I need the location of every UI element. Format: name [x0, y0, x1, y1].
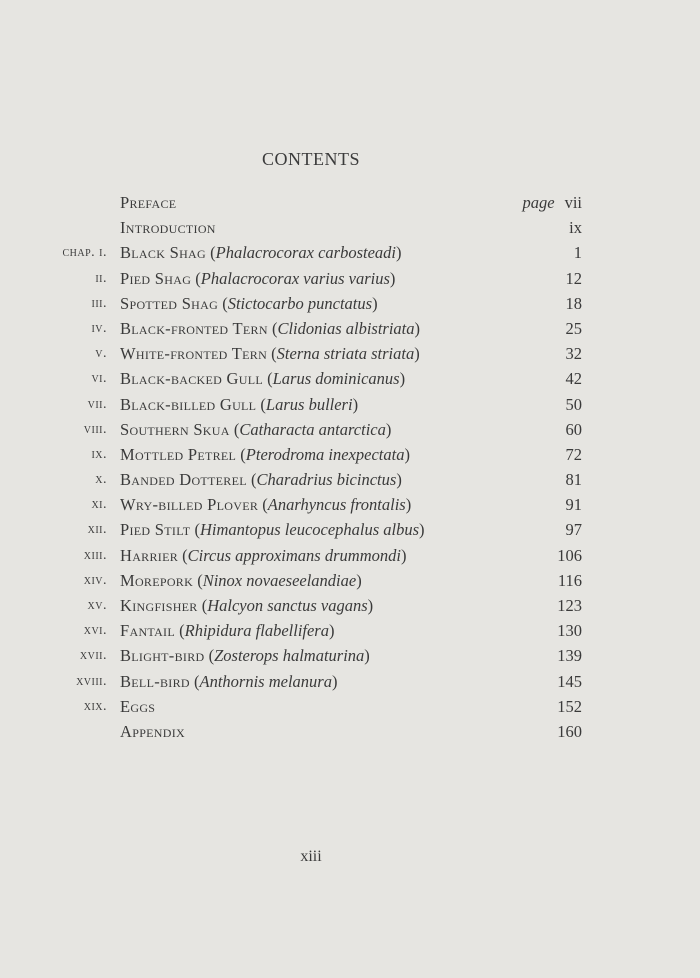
- bird-name: Black-backed Gull: [120, 369, 263, 389]
- bird-name: Mottled Petrel: [120, 444, 237, 464]
- entry-title: [120, 192, 176, 214]
- page-title: CONTENTS: [262, 149, 360, 169]
- bird-name: Banded Dotterel: [120, 470, 247, 490]
- entry-title: Black Shag (Phalacrocorax carbosteadi): [120, 243, 402, 263]
- toc-row: [0, 469, 700, 494]
- toc-row: [0, 293, 700, 318]
- latin-name: Circus approximans drummondi: [187, 545, 401, 565]
- entry-title: Black-fronted Tern (Clidonias albistriata): [120, 318, 421, 338]
- page-number-ref: 145: [557, 671, 582, 691]
- entry-title: Wry-billed Plover (Anarhyncus frontalis): [120, 495, 412, 515]
- bird-name: Eggs: [120, 696, 156, 716]
- latin-name: Pterodroma inexpectata: [245, 444, 405, 464]
- latin-name: Clidonias albistriata: [277, 318, 415, 338]
- latin-name: Stictocarbo punctatus: [227, 293, 373, 313]
- toc-row: [0, 545, 700, 570]
- page-ref: [557, 545, 582, 567]
- latin-name: Himantopus leucocephalus albus: [199, 520, 420, 540]
- page-number-ref: 42: [565, 369, 582, 389]
- chapter-number: vii.: [87, 396, 107, 412]
- toc-row: [0, 519, 700, 544]
- entry-title: White-fronted Tern (Sterna striata striata): [120, 344, 420, 364]
- page-ref: [566, 368, 583, 390]
- latin-name: Sterna striata striata: [276, 344, 415, 364]
- chapter-number: xvi.: [83, 623, 107, 639]
- toc-row: [0, 570, 700, 595]
- chapter-number: iii.: [91, 295, 107, 311]
- page-ref: [566, 394, 583, 416]
- page-ref: [558, 570, 582, 592]
- entry-title: Blight-bird (Zosterops halmaturina): [120, 646, 370, 666]
- entry-title: [120, 217, 216, 239]
- entry-title: Black-billed Gull (Larus bulleri): [120, 394, 359, 414]
- toc-row: [0, 645, 700, 670]
- chapter-number: xix.: [83, 698, 107, 714]
- latin-name: Zosterops halmaturina: [214, 646, 365, 666]
- chapter-number: chap. i.: [62, 245, 107, 261]
- latin-name: Larus bulleri: [265, 394, 353, 414]
- entry-title: [120, 696, 155, 718]
- page-ref: [557, 671, 582, 693]
- entry-title: Harrier (Circus approximans drummondi): [120, 545, 407, 565]
- chapter-number: iv.: [91, 320, 107, 336]
- bird-name: Black-fronted Tern: [120, 318, 268, 338]
- page-number-ref: ix: [569, 218, 582, 238]
- chapter-number: ii.: [95, 270, 107, 286]
- page-ref: [566, 268, 583, 290]
- chapter-number: xii.: [87, 522, 107, 538]
- toc-row: [0, 394, 700, 419]
- latin-name: Catharacta antarctica: [239, 419, 386, 439]
- page-ref: [557, 721, 582, 743]
- bird-name: Introduction: [120, 218, 216, 238]
- page-ref: [566, 444, 583, 466]
- bird-name: Preface: [120, 193, 177, 212]
- chapter-number: xv.: [87, 598, 107, 613]
- page-ref: [574, 242, 582, 264]
- page-ref: [566, 519, 583, 541]
- toc-row: [0, 368, 700, 393]
- bird-name: Black-billed Gull: [120, 394, 257, 414]
- latin-name: Ninox novaeseelandiae: [202, 570, 357, 590]
- toc-row: [0, 494, 700, 519]
- entry-title: Pied Shag (Phalacrocorax varius varius): [120, 268, 396, 288]
- chapter-number: viii.: [83, 421, 107, 437]
- bird-name: Fantail: [120, 621, 175, 641]
- page-ref: [566, 494, 583, 516]
- latin-name: Anarhyncus frontalis: [267, 495, 406, 515]
- page-ref: [566, 318, 583, 340]
- chapter-number: ix.: [91, 446, 107, 462]
- toc-row: [0, 444, 700, 469]
- toc-row: [0, 192, 700, 217]
- page-number-ref: 18: [565, 293, 582, 313]
- entry-title: Bell-bird (Anthornis melanura): [120, 671, 338, 691]
- page-number-ref: 130: [557, 621, 582, 641]
- toc-row: [0, 671, 700, 696]
- page-number-ref: 152: [557, 696, 582, 716]
- bird-name: Pied Stilt: [120, 520, 191, 540]
- page-number-ref: 12: [565, 268, 582, 288]
- page-number-ref: vii: [564, 193, 582, 212]
- toc-row: [0, 217, 700, 242]
- page-ref: [557, 620, 582, 642]
- bird-name: Spotted Shag: [120, 293, 219, 313]
- bird-name: Blight-bird: [120, 646, 205, 666]
- toc-row: [0, 242, 700, 267]
- latin-name: Phalacrocorax varius varius: [200, 268, 390, 288]
- entry-title: Kingfisher (Halcyon sanctus vagans): [120, 596, 374, 615]
- latin-name: Larus dominicanus: [272, 369, 400, 389]
- page-number-ref: 106: [557, 545, 582, 565]
- toc-row: [0, 696, 700, 721]
- bird-name: Wry-billed Plover: [120, 495, 259, 515]
- page-number-ref: 91: [565, 495, 582, 515]
- latin-name: Halcyon sanctus vagans: [207, 596, 368, 615]
- bird-name: Black Shag: [120, 243, 206, 263]
- chapter-number: xviii.: [76, 673, 107, 689]
- page-ref: [557, 696, 582, 718]
- latin-name: Charadrius bicinctus: [256, 470, 397, 490]
- page-number-ref: 50: [565, 394, 582, 414]
- page-ref: [557, 595, 582, 617]
- toc-row: [0, 318, 700, 343]
- chapter-number: xiv.: [83, 572, 107, 588]
- entry-title: Banded Dotterel (Charadrius bicinctus): [120, 470, 402, 490]
- bird-name: Harrier: [120, 545, 179, 565]
- toc-row: [0, 595, 700, 620]
- chapter-number: vi.: [91, 371, 107, 387]
- chapter-number: xiii.: [83, 547, 107, 563]
- page-number-ref: 116: [557, 570, 582, 590]
- page-number-ref: 32: [565, 344, 582, 364]
- chapter-number: xvii.: [79, 648, 107, 664]
- page-number-ref: 160: [557, 721, 582, 741]
- latin-name: Anthornis melanura: [199, 671, 332, 691]
- entry-title: [120, 721, 185, 743]
- page-ref: [569, 217, 582, 239]
- page-number-ref: 72: [565, 444, 582, 464]
- bird-name: White-fronted Tern: [120, 344, 268, 364]
- page-ref: [566, 343, 583, 365]
- page-ref: [523, 192, 583, 214]
- page-number-ref: 25: [565, 318, 582, 338]
- contents-list: [0, 192, 700, 746]
- toc-row: [0, 343, 700, 368]
- toc-row: [0, 620, 700, 645]
- page-ref: [557, 645, 582, 667]
- latin-name: Phalacrocorax carbosteadi: [215, 243, 397, 263]
- toc-row: [0, 721, 700, 746]
- page-number-ref: 97: [565, 520, 582, 540]
- entry-title: Mottled Petrel (Pterodroma inexpectata): [120, 444, 410, 464]
- page-ref: [566, 469, 583, 491]
- entry-title: Morepork (Ninox novaeseelandiae): [120, 570, 362, 590]
- entry-title: Spotted Shag (Stictocarbo punctatus): [120, 293, 378, 313]
- entry-title: Pied Stilt (Himantopus leucocephalus albus): [120, 520, 425, 540]
- page-ref: [566, 419, 583, 441]
- chapter-number: xi.: [91, 497, 107, 513]
- toc-row: [0, 419, 700, 444]
- chapter-number: x.: [95, 472, 107, 488]
- bird-name: Kingfisher: [120, 596, 198, 615]
- page-number-ref: 81: [565, 470, 582, 490]
- page-label: page: [522, 193, 555, 212]
- bird-name: Morepork: [120, 570, 194, 590]
- bird-name: Southern Skua: [120, 419, 230, 439]
- page-number: xiii: [300, 848, 322, 865]
- page-number-ref: 123: [557, 596, 582, 615]
- page-number-ref: 139: [557, 646, 582, 666]
- chapter-number: v.: [95, 346, 107, 362]
- entry-title: Southern Skua (Catharacta antarctica): [120, 419, 392, 439]
- toc-row: [0, 268, 700, 293]
- bird-name: Pied Shag: [120, 268, 192, 288]
- bird-name: Bell-bird: [120, 671, 190, 691]
- latin-name: Rhipidura flabellifera: [184, 621, 329, 641]
- entry-title: Black-backed Gull (Larus dominicanus): [120, 369, 406, 389]
- page-ref: [566, 293, 583, 315]
- page-number-ref: 60: [565, 419, 582, 439]
- entry-title: Fantail (Rhipidura flabellifera): [120, 621, 335, 641]
- page-number-ref: 1: [573, 243, 582, 263]
- bird-name: Appendix: [120, 721, 185, 741]
